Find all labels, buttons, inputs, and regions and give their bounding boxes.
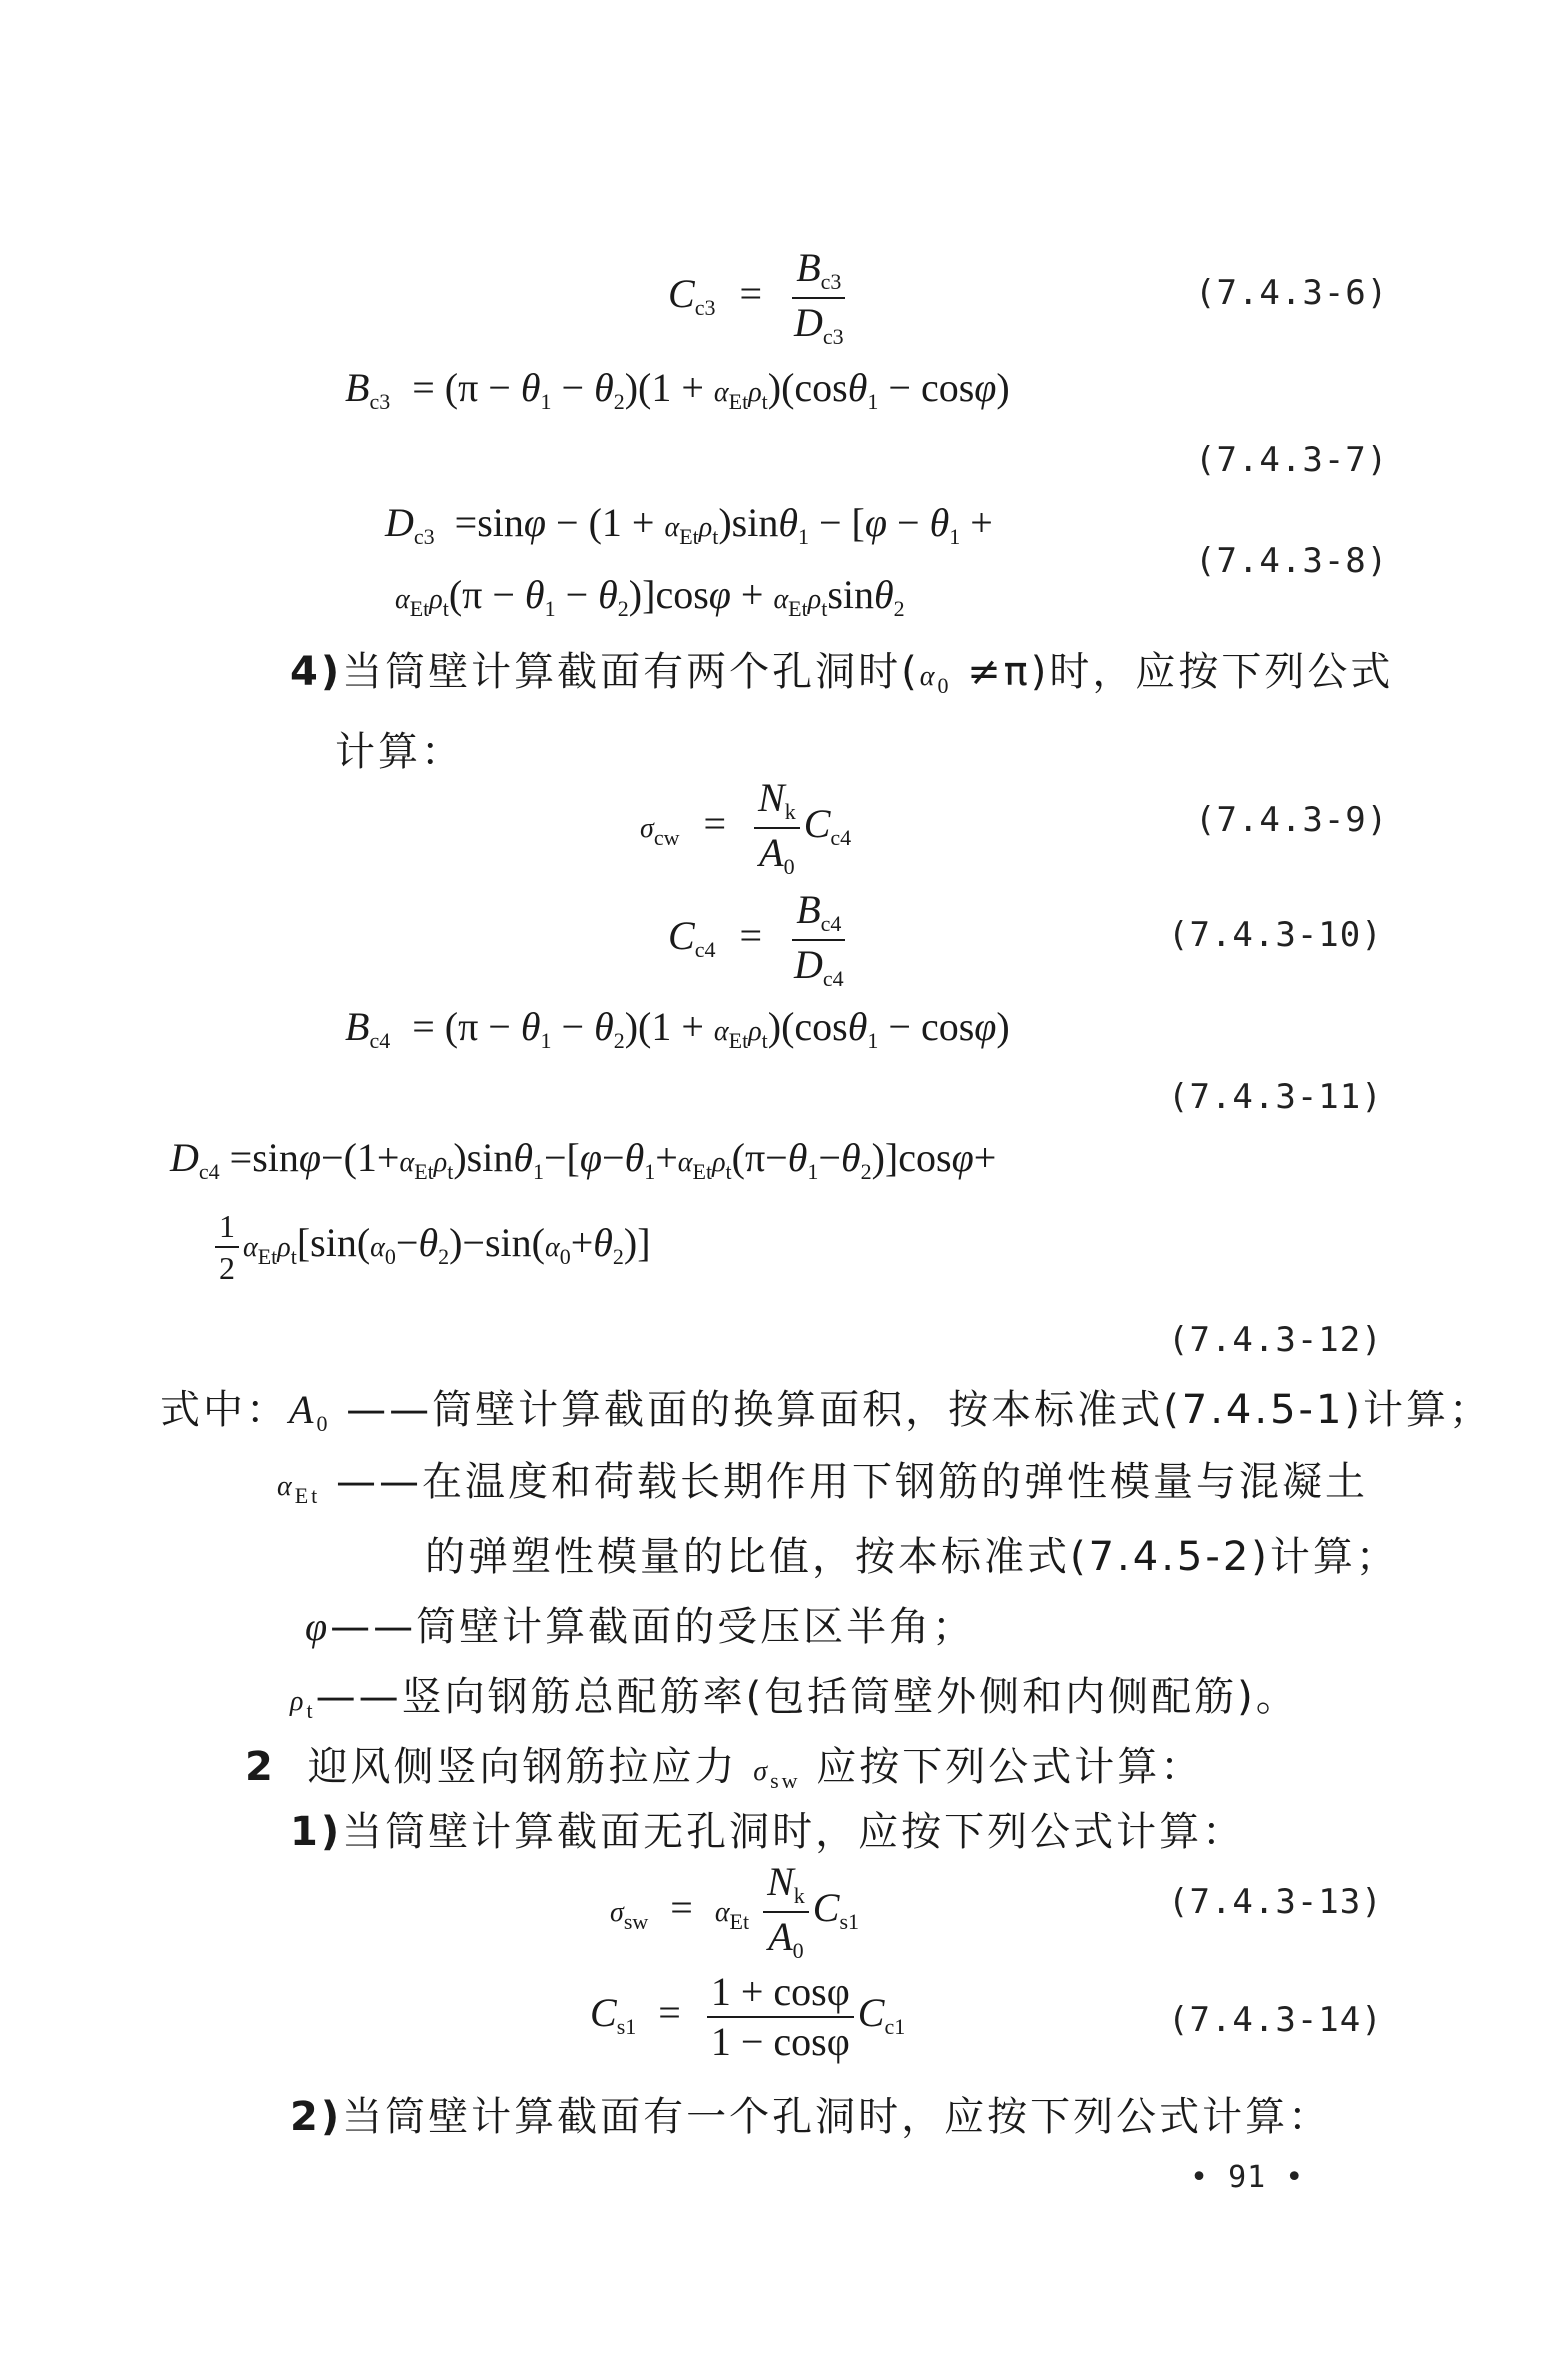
item-label: 2) (290, 2094, 343, 2140)
equation-number: (7.4.3-11) (1168, 1077, 1383, 1117)
numerator: B (796, 245, 821, 290)
subscript: k (784, 799, 796, 824)
equation-7-4-3-13: $\sigma_{sw} = \alpha_{Et}$ $\frac{N_k}{A_0}$ $C_{s1}$ (610, 1859, 860, 1963)
symbol: C (590, 1990, 617, 2036)
subscript: s1 (839, 1909, 860, 1935)
denominator: D (794, 300, 823, 345)
equation-number: (7.4.3-12) (1168, 1320, 1383, 1360)
subscript: c3 (822, 324, 844, 349)
subscript: c4 (369, 1028, 391, 1053)
symbol: α (919, 661, 938, 692)
subscript: c3 (369, 389, 391, 414)
equation-7-4-3-8-line1: $D_{c3} =\sin\varphi - (1 + \alpha_{Et}\rho_t)\sin\theta_1 - [\varphi - \theta_1$ + (385, 500, 993, 549)
subscript: 0 (316, 1411, 331, 1436)
symbol: α (277, 1471, 295, 1502)
clause-number: 2 (245, 1744, 276, 1790)
definition-a0 (160, 1378, 1492, 1435)
item-4-line2: 计算： (335, 729, 464, 775)
equation-7-4-3-6: $C_{c3}$ = $\frac{B_{c3}}{D_{c3}}$ (668, 248, 852, 348)
symbol: C (668, 271, 695, 317)
subscript: c4 (822, 966, 844, 991)
definition-text: ——筒壁计算截面的换算面积，按本标准式(7.4.5-1)计算； (346, 1387, 1493, 1433)
item-text: ≠π)时，应按下列公式 (951, 649, 1394, 695)
symbol: ρ (290, 1686, 307, 1717)
where-label: 式中： (160, 1387, 289, 1433)
subscript: c4 (820, 911, 842, 936)
subscript: Et (729, 1909, 750, 1935)
fraction (790, 887, 848, 991)
equation-number: (7.4.3-14) (1168, 2000, 1383, 2040)
fraction (790, 245, 848, 349)
equation-7-4-3-8-line2: $\alpha_{Et}\rho_t(\pi - \theta_1 - \theta_2)]\cos\varphi + \alpha_{Et}\rho_t\sin\theta_2$ (395, 572, 905, 621)
clause-text: 迎风侧竖向钢筋拉应力 (307, 1744, 738, 1790)
symbol: C (812, 1885, 840, 1931)
item-text: 当筒壁计算截面有两个孔洞时( (342, 649, 920, 695)
subscript: c4 (830, 825, 852, 851)
denominator: D (794, 942, 823, 987)
denominator: A (759, 830, 784, 875)
equation-7-4-3-10: $C_{c4}$ = $\frac{B_{c4}}{D_{c4}}$ (668, 890, 852, 990)
item-text: 当筒壁计算截面有一个孔洞时，应按下列公式计算： (342, 2094, 1332, 2140)
equation-number: (7.4.3-7) (1195, 440, 1389, 480)
symbol: B (345, 365, 370, 410)
subscript: 0 (937, 673, 952, 698)
subscript: 0 (783, 854, 795, 879)
symbol: C (803, 801, 831, 847)
definition-text: ——竖向钢筋总配筋率(包括筒壁外侧和内侧配筋)。 (315, 1674, 1299, 1720)
symbol: α (714, 1897, 730, 1929)
equation-number: (7.4.3-9) (1195, 800, 1389, 840)
symbol: A (289, 1387, 317, 1432)
definition-text: ——在温度和荷载长期作用下钢筋的弹性模量与混凝土 (335, 1459, 1368, 1505)
clause-2 (245, 1735, 1203, 1792)
equation-number: (7.4.3-6) (1195, 273, 1389, 313)
symbol: σ (640, 813, 654, 845)
subscript: c4 (198, 1159, 220, 1184)
item-text: 当筒壁计算截面无孔洞时，应按下列公式计算： (342, 1809, 1246, 1855)
subscript: c3 (820, 269, 842, 294)
page-number: • 91 • (1190, 2160, 1305, 2195)
numerator: N (767, 1859, 794, 1904)
subscript: c3 (413, 524, 435, 549)
subscript: sw (770, 1768, 801, 1793)
definition-alpha-et-cont: 的弹塑性模量的比值，按本标准式(7.4.5-2)计算； (425, 1534, 1399, 1580)
subscript: s1 (616, 2014, 637, 2040)
symbol: D (170, 1135, 199, 1180)
equation-7-4-3-11: $B_{c4} = (\pi - \theta_1 - \theta_2)(1 + \alpha_{Et}\rho_t)(\cos\theta_1 - \cos\varphi)$ (345, 1004, 1010, 1053)
equation-7-4-3-12-line2: $\frac{1}{2}$ $\alpha_{Et}\rho_t[\sin(\alpha_0-\theta_2)-\sin(\alpha_0+\theta_2)]$ (215, 1210, 651, 1284)
symbol: φ (305, 1604, 331, 1649)
fraction (707, 1969, 854, 2064)
definition-text: ——筒壁计算截面的受压区半角； (330, 1604, 976, 1650)
symbol: D (385, 500, 414, 545)
subscript: c3 (694, 295, 716, 321)
symbol: B (345, 1004, 370, 1049)
definition-alpha-et (277, 1450, 1368, 1507)
denominator: 1 − cosφ (710, 2019, 850, 2064)
numerator: 1 + cosφ (707, 1972, 854, 2018)
item-2 (290, 2085, 1331, 2142)
item-1 (290, 1800, 1245, 1857)
denominator: A (768, 1914, 793, 1959)
equation-number: (7.4.3-13) (1168, 1882, 1383, 1922)
definition-rho-t (290, 1665, 1299, 1722)
item-label: 4) (290, 649, 343, 695)
definition-phi (305, 1595, 975, 1652)
fraction (754, 775, 800, 879)
numerator: B (796, 887, 821, 932)
symbol: σ (610, 1897, 624, 1929)
symbol: σ (753, 1756, 771, 1787)
numerator: N (758, 775, 785, 820)
equation-number: (7.4.3-8) (1195, 541, 1389, 581)
symbol: C (668, 913, 695, 959)
subscript: cw (653, 825, 680, 851)
fraction (763, 1859, 809, 1963)
equation-7-4-3-12-line1: $D_{c4} =\sin\varphi-(1+\alpha_{Et}\rho_t)\sin\theta_1-[\varphi-\theta_1+\alpha_{Et}\rho_t(\pi-\theta_1-\theta_2)]\cos\varphi+$ (170, 1135, 997, 1184)
subscript: c1 (884, 2014, 906, 2040)
subscript: Et (294, 1483, 321, 1508)
equation-7-4-3-9: $\sigma_{cw}$ = $\frac{N_k}{A_0}$ $C_{c4}$ (640, 775, 852, 879)
subscript: t (306, 1698, 316, 1723)
subscript: sw (623, 1909, 649, 1935)
equation-7-4-3-7: $B_{c3} = (\pi - \theta_1 - \theta_2)(1 + \alpha_{Et}\rho_t)(\cos\theta_1 - \cos\varphi)$ (345, 365, 1010, 414)
subscript: 0 (792, 1938, 804, 1963)
clause-text: 应按下列公式计算： (816, 1744, 1204, 1790)
equation-7-4-3-14: $C_{s1}$ = $\frac{1 + \cos\varphi}{1 - \cos\varphi}$ $C_{c1}$ (590, 1969, 906, 2064)
equation-number: (7.4.3-10) (1168, 915, 1383, 955)
item-label: 1) (290, 1809, 343, 1855)
item-4-line1 (290, 640, 1393, 697)
subscript: k (793, 1883, 805, 1908)
subscript: c4 (694, 937, 716, 963)
symbol: C (857, 1990, 885, 2036)
